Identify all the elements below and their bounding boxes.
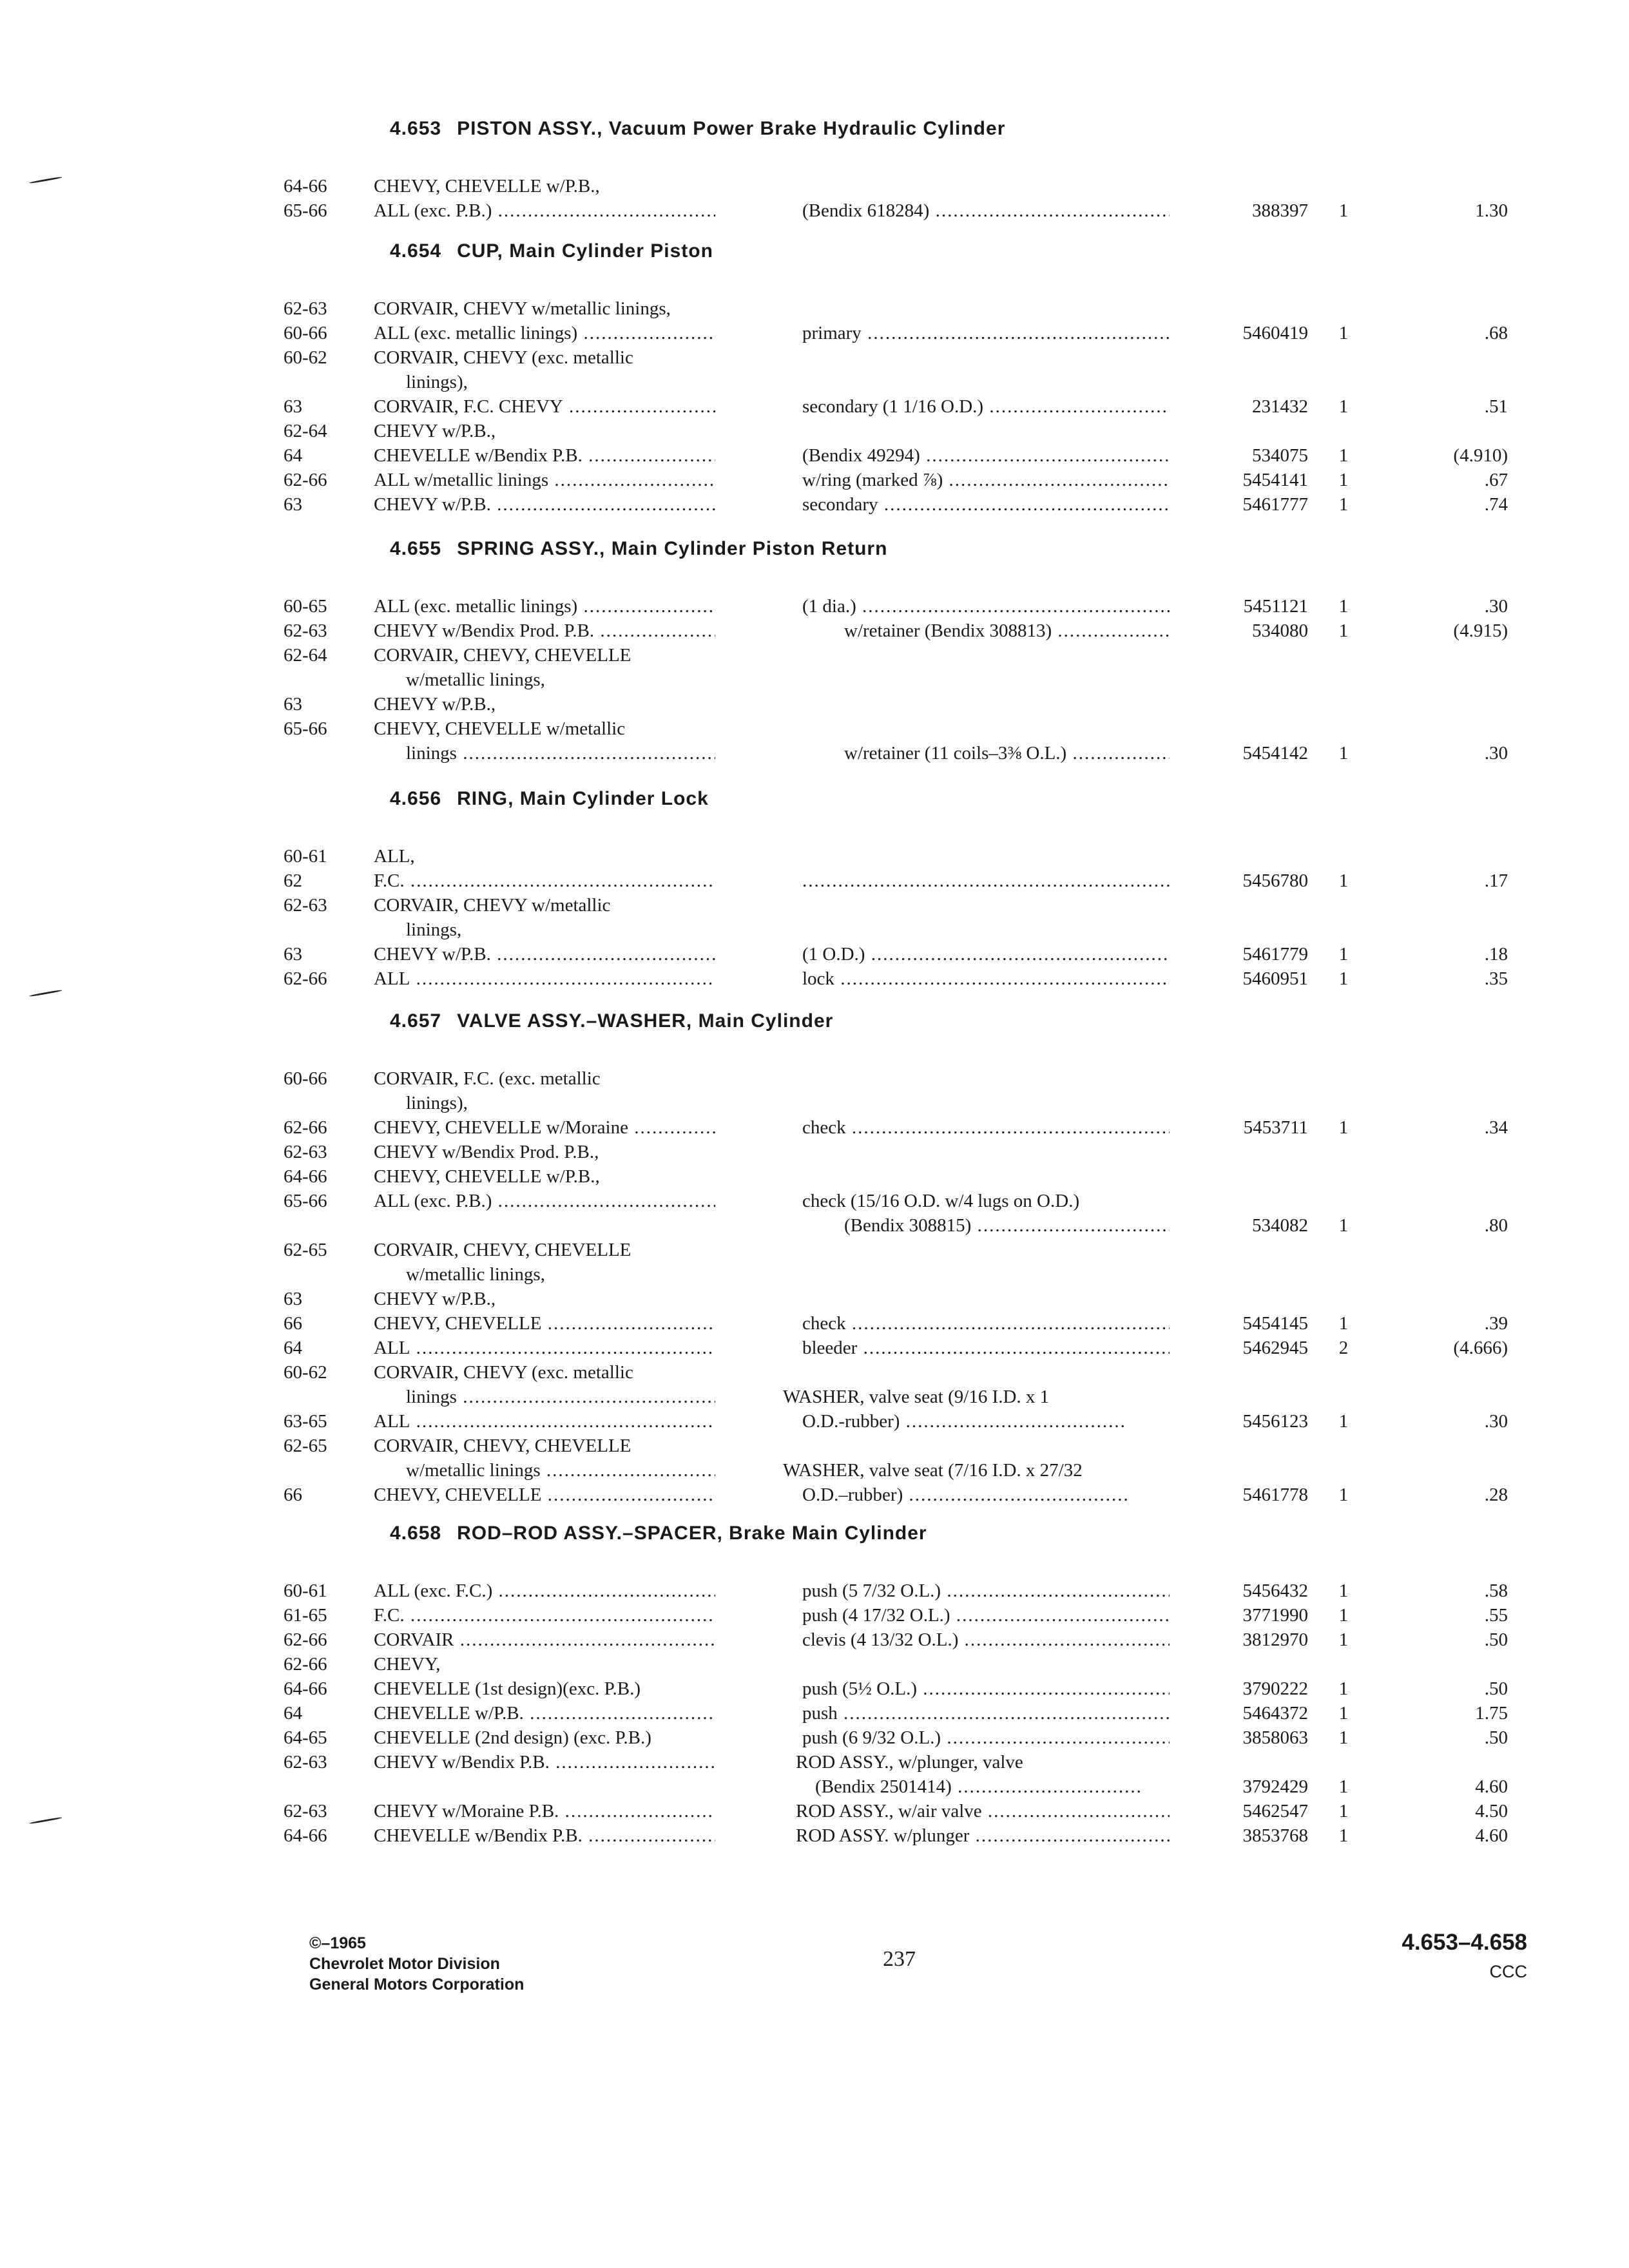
model: CHEVY, CHEVELLE w/P.B., xyxy=(374,1166,600,1187)
model: ALL (exc. F.C.) ..... xyxy=(374,1579,715,1603)
model: ALL w/metallic linings ..... xyxy=(374,468,715,492)
description: WASHER, valve seat (9/16 I.D. x 1 xyxy=(783,1387,1050,1407)
part-row xyxy=(284,1579,1508,1603)
description: ROD ASSY. w/plunger ..... xyxy=(796,1823,1170,1848)
part-row xyxy=(284,893,1508,918)
part-number: 5454145 xyxy=(1242,1313,1308,1334)
years: 65-66 xyxy=(284,718,327,739)
part-row xyxy=(284,492,1508,517)
part-number: 5461778 xyxy=(1242,1485,1308,1505)
model: ALL ..... xyxy=(374,966,715,991)
price: .39 xyxy=(1484,1313,1508,1334)
part-row xyxy=(284,918,1508,942)
price: .30 xyxy=(1484,596,1508,617)
price: .51 xyxy=(1484,396,1508,417)
price: .50 xyxy=(1484,1727,1508,1748)
model: CHEVY w/P.B., xyxy=(374,421,496,441)
years: 60-62 xyxy=(284,1362,327,1383)
model: CHEVELLE (2nd design) (exc. P.B.) xyxy=(374,1727,651,1748)
years: 62-66 xyxy=(284,1654,327,1675)
years: 62-63 xyxy=(284,298,327,319)
model: CORVAIR, CHEVY, CHEVELLE xyxy=(374,1240,631,1260)
quantity: 1 xyxy=(1338,1678,1349,1699)
description: primary ..... xyxy=(802,321,1170,345)
quantity: 1 xyxy=(1338,323,1349,343)
description xyxy=(802,869,1170,893)
years: 62-66 xyxy=(284,1117,327,1138)
section-4658 xyxy=(284,1514,1508,1848)
description: w/retainer (11 coils–3⅜ O.L.) ..... xyxy=(844,741,1170,765)
description: WASHER, valve seat (7/16 I.D. x 27/32 xyxy=(783,1460,1083,1481)
part-number: 3790222 xyxy=(1242,1678,1308,1699)
description: (Bendix 49294) ..... xyxy=(802,443,1170,468)
years: 64-66 xyxy=(284,1825,327,1846)
model-continued: linings), xyxy=(406,372,468,392)
model: CHEVELLE w/Bendix P.B. ..... xyxy=(374,1823,715,1848)
years: 62-65 xyxy=(284,1436,327,1456)
section-heading xyxy=(284,1002,1508,1041)
years: 64-66 xyxy=(284,1166,327,1187)
years: 64-66 xyxy=(284,1678,327,1699)
part-row xyxy=(284,198,1508,223)
part-number: 3853768 xyxy=(1242,1825,1308,1846)
part-number: 5462547 xyxy=(1242,1801,1308,1821)
part-row xyxy=(284,1091,1508,1115)
model: ALL ..... xyxy=(374,1336,715,1360)
catalog-code: CCC xyxy=(1489,1962,1527,1981)
years: 62-63 xyxy=(284,895,327,916)
part-row xyxy=(284,741,1508,765)
quantity: 1 xyxy=(1338,596,1349,617)
years: 64 xyxy=(284,1338,302,1358)
quantity: 1 xyxy=(1338,396,1349,417)
model-continued: w/metallic linings ..... xyxy=(406,1458,715,1483)
years: 64-66 xyxy=(284,176,327,197)
years: 63-65 xyxy=(284,1411,327,1432)
model: ALL (exc. metallic linings) ..... xyxy=(374,321,715,345)
part-number: 5456780 xyxy=(1242,870,1308,891)
years: 65-66 xyxy=(284,1191,327,1211)
years: 63 xyxy=(284,694,302,715)
description: w/retainer (Bendix 308813) ..... xyxy=(844,619,1170,643)
description: check ..... xyxy=(802,1115,1170,1140)
part-number: 3858063 xyxy=(1242,1727,1308,1748)
part-number: 5460951 xyxy=(1242,968,1308,989)
part-row xyxy=(284,1483,1508,1507)
model: CHEVY w/Bendix Prod. P.B. ..... xyxy=(374,619,715,643)
part-row xyxy=(284,942,1508,966)
model: CHEVY w/P.B. ..... xyxy=(374,492,715,517)
part-number: 3812970 xyxy=(1242,1629,1308,1650)
model: CHEVY, CHEVELLE ..... xyxy=(374,1483,715,1507)
model: CORVAIR, CHEVY w/metallic linings, xyxy=(374,298,671,319)
page-range: 4.653–4.658 xyxy=(1402,1930,1527,1955)
quantity: 1 xyxy=(1338,1313,1349,1334)
part-row xyxy=(284,174,1508,198)
model: CHEVELLE w/P.B. ..... xyxy=(374,1701,715,1725)
section-title: RING, Main Cylinder Lock xyxy=(457,788,709,809)
quantity: 1 xyxy=(1338,1215,1349,1236)
price: .28 xyxy=(1484,1485,1508,1505)
years: 64-65 xyxy=(284,1727,327,1748)
price: .18 xyxy=(1484,944,1508,965)
quantity: 1 xyxy=(1338,1629,1349,1650)
quantity: 1 xyxy=(1338,494,1349,515)
model: ALL, xyxy=(374,846,415,867)
part-row xyxy=(284,1385,1508,1409)
model: CORVAIR, CHEVY, CHEVELLE xyxy=(374,1436,631,1456)
section-4657 xyxy=(284,1002,1508,1507)
model: CORVAIR, F.C. (exc. metallic xyxy=(374,1068,601,1089)
part-row xyxy=(284,643,1508,668)
years: 60-61 xyxy=(284,1581,327,1601)
years: 66 xyxy=(284,1485,302,1505)
margin-mark xyxy=(29,1817,63,1825)
years: 66 xyxy=(284,1313,302,1334)
price: (4.666) xyxy=(1453,1338,1508,1358)
years: 62-66 xyxy=(284,470,327,490)
part-row xyxy=(284,394,1508,419)
quantity: 2 xyxy=(1338,1338,1349,1358)
description-continued: (Bendix 2501414) ..... xyxy=(815,1774,1141,1799)
part-row xyxy=(284,692,1508,716)
part-row xyxy=(284,443,1508,468)
part-row xyxy=(284,716,1508,741)
quantity: 1 xyxy=(1338,1825,1349,1846)
description: w/ring (marked ⅞) ..... xyxy=(802,468,1170,492)
price: .30 xyxy=(1484,743,1508,764)
price: 4.60 xyxy=(1475,1776,1508,1797)
section-heading xyxy=(284,530,1508,568)
price: (4.910) xyxy=(1453,445,1508,466)
price: .58 xyxy=(1484,1581,1508,1601)
part-row xyxy=(284,1823,1508,1848)
part-number: 5461777 xyxy=(1242,494,1308,515)
part-number: 5451121 xyxy=(1243,596,1308,617)
section-4653 xyxy=(284,110,1508,223)
model: CHEVY w/Bendix P.B. ..... xyxy=(374,1750,715,1774)
section-4655 xyxy=(284,530,1508,765)
description: secondary (1 1/16 O.D.) ..... xyxy=(802,394,1170,419)
section-heading xyxy=(284,232,1508,271)
part-row xyxy=(284,1603,1508,1628)
section-number: 4.654 xyxy=(390,240,442,262)
description: push (5 7/32 O.L.) ..... xyxy=(802,1579,1170,1603)
description-continued: (Bendix 308815) ..... xyxy=(844,1213,1170,1238)
description: lock ..... xyxy=(802,966,1170,991)
model: ALL (exc. metallic linings) ..... xyxy=(374,594,715,619)
part-number: 5461779 xyxy=(1242,944,1308,965)
page-range-block xyxy=(1321,1927,1527,1984)
part-row xyxy=(284,966,1508,991)
part-row xyxy=(284,1360,1508,1385)
section-title: PISTON ASSY., Vacuum Power Brake Hydraulic Cylinder xyxy=(457,118,1006,139)
part-row xyxy=(284,1164,1508,1189)
model: ALL ..... xyxy=(374,1409,715,1434)
years: 60-66 xyxy=(284,1068,327,1089)
section-4654 xyxy=(284,232,1508,517)
quantity: 1 xyxy=(1338,1801,1349,1821)
price: .50 xyxy=(1484,1678,1508,1699)
description: (Bendix 618284) ..... xyxy=(802,198,1170,223)
part-number: 3771990 xyxy=(1242,1605,1308,1626)
part-number: 231432 xyxy=(1252,396,1308,417)
model: CHEVY w/P.B. ..... xyxy=(374,942,715,966)
years: 63 xyxy=(284,944,302,965)
section-number: 4.658 xyxy=(390,1523,442,1544)
description: ROD ASSY., w/air valve ..... xyxy=(796,1799,1170,1823)
corporation: General Motors Corporation xyxy=(309,1975,525,1994)
section-4656 xyxy=(284,780,1508,991)
model: F.C. ..... xyxy=(374,869,715,893)
part-number: 388397 xyxy=(1252,200,1308,221)
part-row xyxy=(284,1287,1508,1311)
part-row xyxy=(284,844,1508,869)
model-continued: w/metallic linings, xyxy=(406,1264,545,1285)
description: clevis (4 13/32 O.L.) ..... xyxy=(802,1628,1170,1652)
quantity: 1 xyxy=(1338,870,1349,891)
part-row xyxy=(284,1238,1508,1262)
section-title: SPRING ASSY., Main Cylinder Piston Return xyxy=(457,538,888,559)
part-number: 5454141 xyxy=(1242,470,1308,490)
division: Chevrolet Motor Division xyxy=(309,1955,500,1973)
model: CHEVY, CHEVELLE ..... xyxy=(374,1311,715,1336)
description-continued: O.D.-rubber) ..... xyxy=(802,1409,1128,1434)
price: (4.915) xyxy=(1453,620,1508,641)
publisher-block xyxy=(309,1933,524,1995)
years: 63 xyxy=(284,396,302,417)
part-number: 5456123 xyxy=(1242,1411,1308,1432)
description: push ..... xyxy=(802,1701,1170,1725)
model: CHEVY, xyxy=(374,1654,441,1675)
price: .30 xyxy=(1484,1411,1508,1432)
section-title: VALVE ASSY.–WASHER, Main Cylinder xyxy=(457,1010,834,1032)
part-row xyxy=(284,468,1508,492)
model: CORVAIR, CHEVY w/metallic xyxy=(374,895,611,916)
quantity: 1 xyxy=(1338,1411,1349,1432)
model: CHEVY, CHEVELLE w/Moraine ..... xyxy=(374,1115,715,1140)
model: CHEVY, CHEVELLE w/P.B., xyxy=(374,176,600,197)
model: CHEVY w/Bendix Prod. P.B., xyxy=(374,1142,599,1162)
margin-mark xyxy=(29,990,63,997)
part-row xyxy=(284,1725,1508,1750)
model: CHEVY, CHEVELLE w/metallic xyxy=(374,718,626,739)
part-number: 3792429 xyxy=(1242,1776,1308,1797)
model: CORVAIR, CHEVY, CHEVELLE xyxy=(374,645,631,666)
part-row xyxy=(284,345,1508,370)
price: .55 xyxy=(1484,1605,1508,1626)
part-number: 5464372 xyxy=(1242,1703,1308,1724)
quantity: 1 xyxy=(1338,200,1349,221)
price: .34 xyxy=(1484,1117,1508,1138)
part-row xyxy=(284,619,1508,643)
years: 62-64 xyxy=(284,645,327,666)
part-row xyxy=(284,1140,1508,1164)
part-row xyxy=(284,1115,1508,1140)
part-number: 5462945 xyxy=(1242,1338,1308,1358)
part-row xyxy=(284,594,1508,619)
years: 62-63 xyxy=(284,1142,327,1162)
years: 62-66 xyxy=(284,1629,327,1650)
years: 60-66 xyxy=(284,323,327,343)
years: 64 xyxy=(284,445,302,466)
part-row xyxy=(284,419,1508,443)
part-row xyxy=(284,1628,1508,1652)
model: CHEVY w/Moraine P.B. ..... xyxy=(374,1799,715,1823)
model: ALL (exc. P.B.) ..... xyxy=(374,1189,715,1213)
quantity: 1 xyxy=(1338,445,1349,466)
section-heading xyxy=(284,110,1508,148)
quantity: 1 xyxy=(1338,1727,1349,1748)
quantity: 1 xyxy=(1338,1776,1349,1797)
price: .50 xyxy=(1484,1629,1508,1650)
description: check ..... xyxy=(802,1311,1170,1336)
part-number: 534080 xyxy=(1252,620,1308,641)
quantity: 1 xyxy=(1338,944,1349,965)
section-number: 4.655 xyxy=(390,538,442,559)
model: CORVAIR, CHEVY (exc. metallic xyxy=(374,347,633,368)
years: 63 xyxy=(284,1289,302,1309)
years: 62-63 xyxy=(284,1752,327,1773)
description-continued: O.D.–rubber) ..... xyxy=(802,1483,1128,1507)
part-row xyxy=(284,370,1508,394)
years: 60-65 xyxy=(284,596,327,617)
price: .17 xyxy=(1484,870,1508,891)
years: 62-63 xyxy=(284,620,327,641)
years: 62-66 xyxy=(284,968,327,989)
part-row xyxy=(284,296,1508,321)
price: .67 xyxy=(1484,470,1508,490)
part-row xyxy=(284,1066,1508,1091)
section-number: 4.653 xyxy=(390,118,442,139)
description: secondary ..... xyxy=(802,492,1170,517)
part-number: 5460419 xyxy=(1242,323,1308,343)
model-continued: linings), xyxy=(406,1093,468,1113)
copyright: ©–1965 xyxy=(309,1934,366,1952)
model: CORVAIR, F.C. CHEVY ..... xyxy=(374,394,715,419)
years: 62 xyxy=(284,870,302,891)
section-title: ROD–ROD ASSY.–SPACER, Brake Main Cylinder xyxy=(457,1523,927,1544)
quantity: 1 xyxy=(1338,470,1349,490)
part-row xyxy=(284,1213,1508,1238)
part-row xyxy=(284,1434,1508,1458)
quantity: 1 xyxy=(1338,1117,1349,1138)
margin-mark xyxy=(29,177,63,184)
price: .74 xyxy=(1484,494,1508,515)
part-row xyxy=(284,1409,1508,1434)
years: 61-65 xyxy=(284,1605,327,1626)
price: .80 xyxy=(1484,1215,1508,1236)
part-row xyxy=(284,668,1508,692)
quantity: 1 xyxy=(1338,1581,1349,1601)
years: 62-64 xyxy=(284,421,327,441)
section-number: 4.657 xyxy=(390,1010,442,1032)
description: (1 dia.) ..... xyxy=(802,594,1170,619)
description: push (4 17/32 O.L.) ..... xyxy=(802,1603,1170,1628)
description: push (6 9/32 O.L.) ..... xyxy=(802,1725,1170,1750)
part-row xyxy=(284,1774,1508,1799)
model: CHEVELLE (1st design)(exc. P.B.) xyxy=(374,1678,641,1699)
price: 1.75 xyxy=(1475,1703,1508,1724)
quantity: 1 xyxy=(1338,1605,1349,1626)
description: bleeder ..... xyxy=(802,1336,1170,1360)
part-number: 5453711 xyxy=(1243,1117,1308,1138)
quantity: 1 xyxy=(1338,1485,1349,1505)
section-number: 4.656 xyxy=(390,788,442,809)
part-row xyxy=(284,869,1508,893)
model: CHEVELLE w/Bendix P.B. ..... xyxy=(374,443,715,468)
price: 1.30 xyxy=(1475,200,1508,221)
quantity: 1 xyxy=(1338,1703,1349,1724)
part-number: 5456432 xyxy=(1242,1581,1308,1601)
model: CORVAIR ..... xyxy=(374,1628,715,1652)
part-row xyxy=(284,1189,1508,1213)
quantity: 1 xyxy=(1338,620,1349,641)
model: CHEVY w/P.B., xyxy=(374,1289,496,1309)
description: ROD ASSY., w/plunger, valve xyxy=(796,1752,1023,1773)
part-row xyxy=(284,1701,1508,1725)
model: F.C. ..... xyxy=(374,1603,715,1628)
part-number: 534082 xyxy=(1252,1215,1308,1236)
years: 63 xyxy=(284,494,302,515)
quantity: 1 xyxy=(1338,743,1349,764)
part-row xyxy=(284,1262,1508,1287)
model-continued: linings ..... xyxy=(406,741,715,765)
years: 62-65 xyxy=(284,1240,327,1260)
part-row xyxy=(284,321,1508,345)
model-continued: w/metallic linings, xyxy=(406,669,545,690)
model: ALL (exc. P.B.) ..... xyxy=(374,198,715,223)
years: 65-66 xyxy=(284,200,327,221)
price: 4.50 xyxy=(1475,1801,1508,1821)
page-number: 237 xyxy=(883,1947,916,1971)
section-heading xyxy=(284,1514,1508,1553)
part-row xyxy=(284,1652,1508,1677)
part-number: 5454142 xyxy=(1242,743,1308,764)
part-row xyxy=(284,1311,1508,1336)
years: 60-61 xyxy=(284,846,327,867)
model: CHEVY w/P.B., xyxy=(374,694,496,715)
part-row xyxy=(284,1458,1508,1483)
section-title: CUP, Main Cylinder Piston xyxy=(457,240,713,262)
years: 62-63 xyxy=(284,1801,327,1821)
price: .35 xyxy=(1484,968,1508,989)
price: .68 xyxy=(1484,323,1508,343)
part-number: 534075 xyxy=(1252,445,1308,466)
part-row xyxy=(284,1799,1508,1823)
part-row xyxy=(284,1336,1508,1360)
years: 64 xyxy=(284,1703,302,1724)
model: CORVAIR, CHEVY (exc. metallic xyxy=(374,1362,633,1383)
part-row xyxy=(284,1750,1508,1774)
model-continued: linings, xyxy=(406,919,462,940)
quantity: 1 xyxy=(1338,968,1349,989)
part-row xyxy=(284,1677,1508,1701)
section-heading xyxy=(284,780,1508,818)
description: push (5½ O.L.) ..... xyxy=(802,1677,1170,1701)
price: 4.60 xyxy=(1475,1825,1508,1846)
description: (1 O.D.) ..... xyxy=(802,942,1170,966)
model-continued: linings ..... xyxy=(406,1385,715,1409)
description: check (15/16 O.D. w/4 lugs on O.D.) xyxy=(802,1191,1080,1211)
years: 60-62 xyxy=(284,347,327,368)
